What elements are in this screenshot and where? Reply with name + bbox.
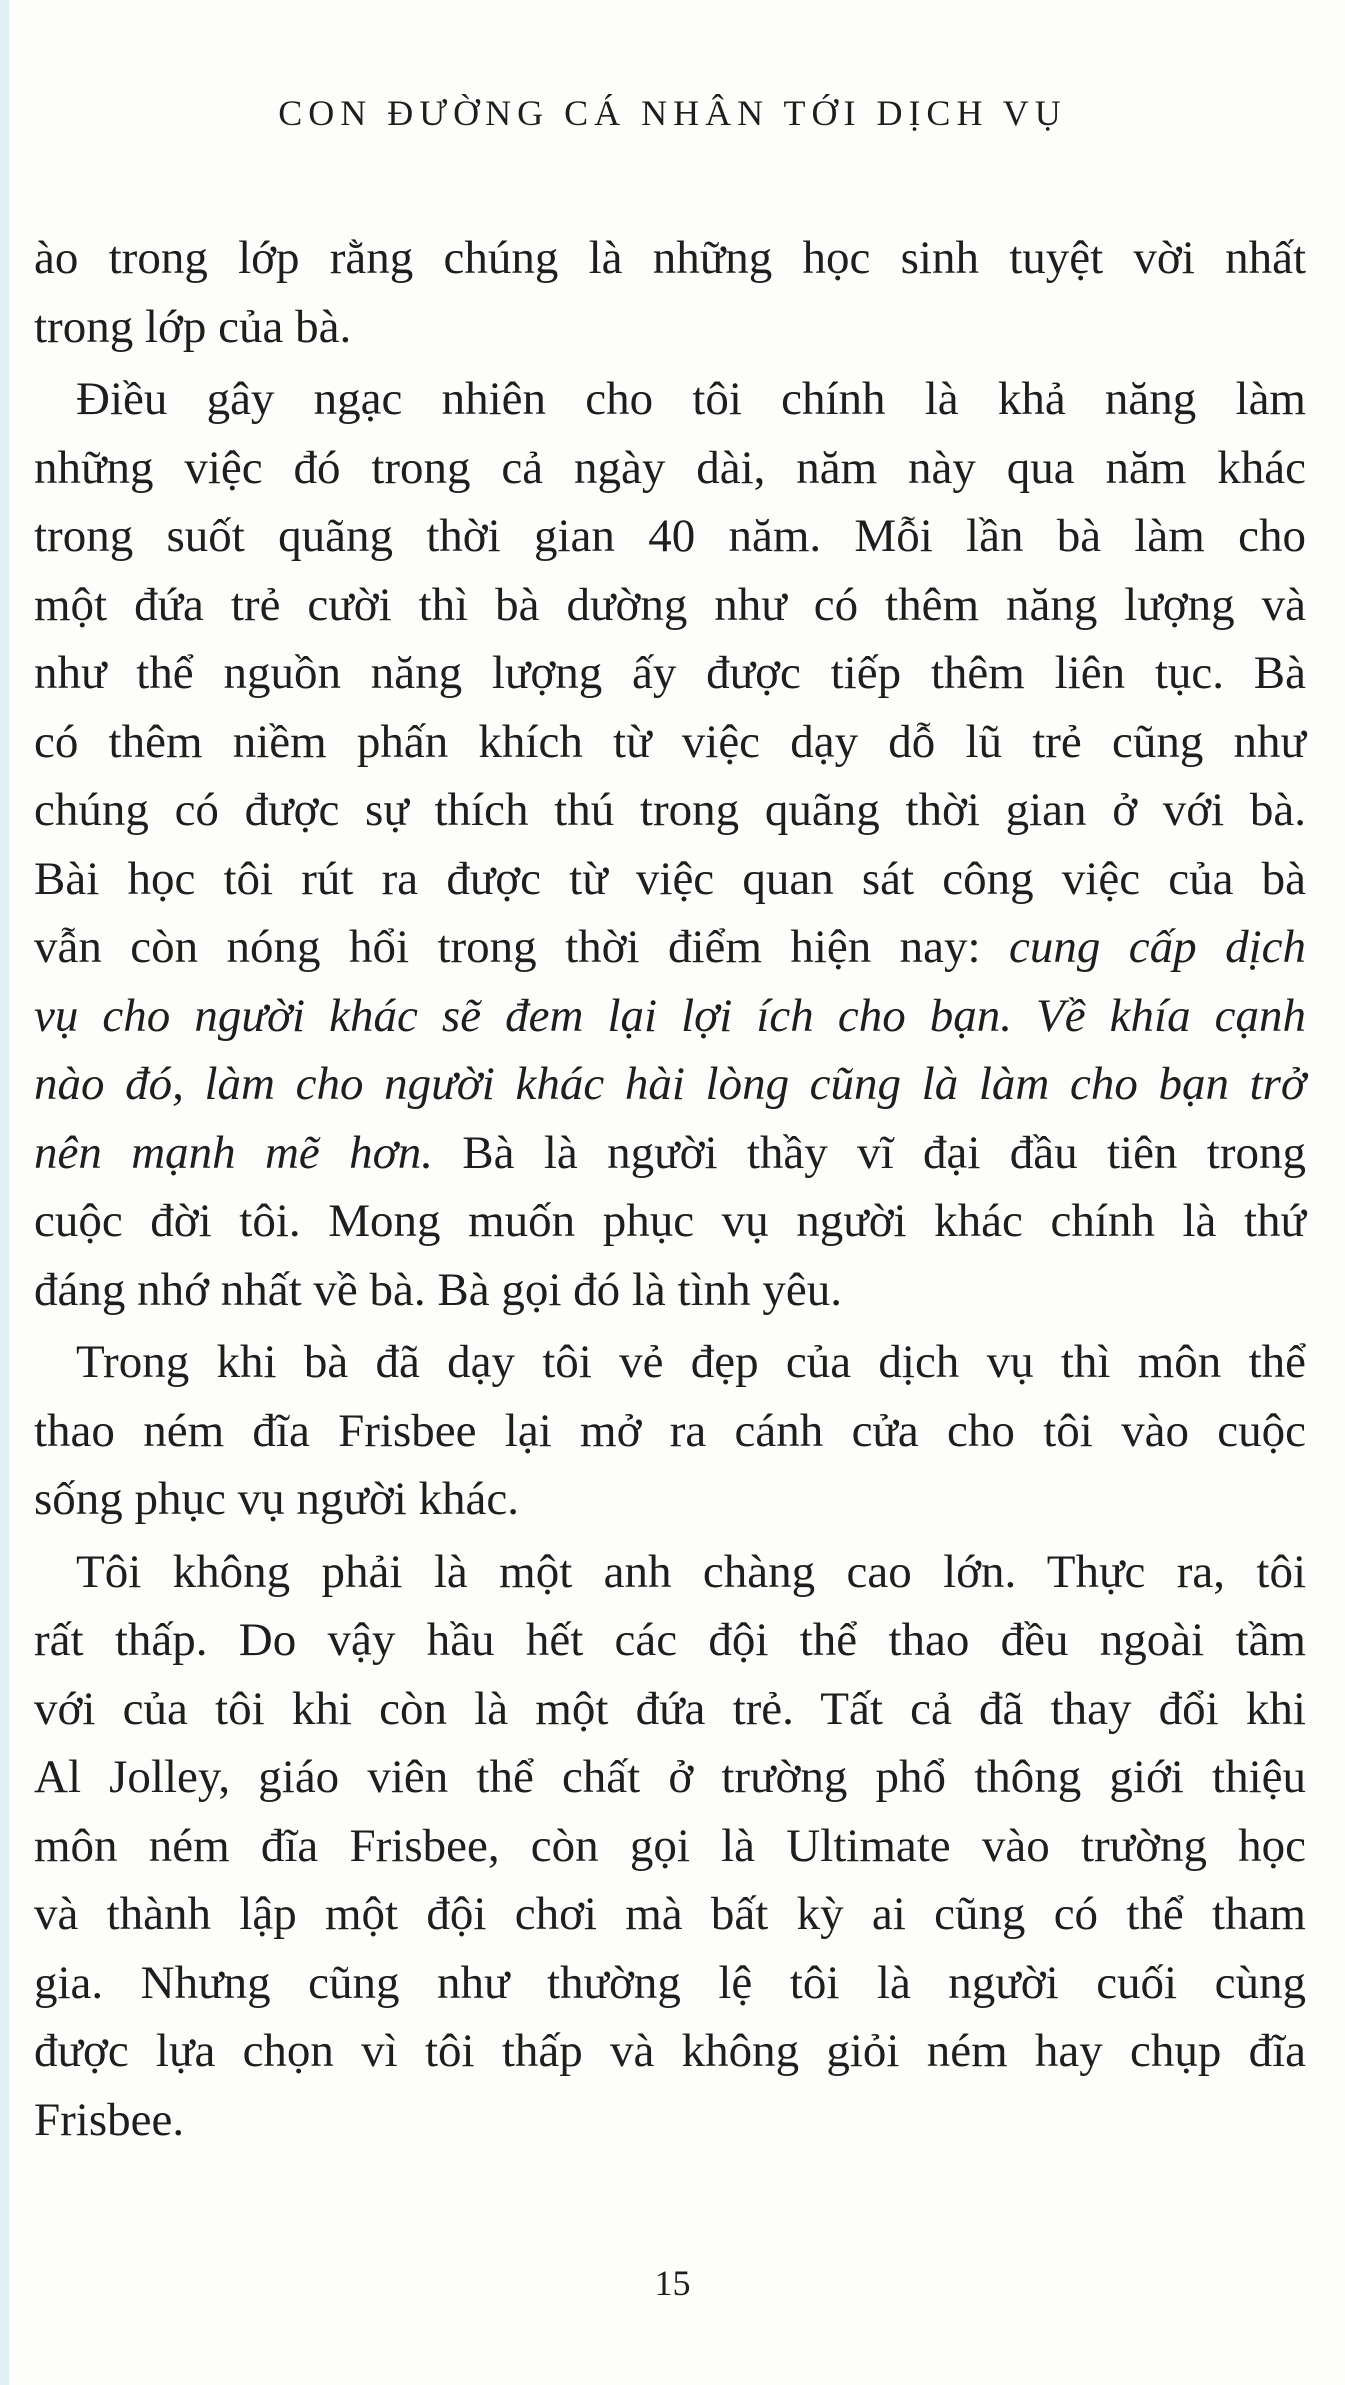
text-run: Tôi không phải là một anh chàng cao lớn. Thực ra, tôi — [76, 1545, 1306, 1598]
text-line — [34, 2021, 1306, 2081]
text-run: một đứa trẻ cười thì bà dường như có thêm năng lượng và — [34, 578, 1306, 631]
text-run: Điều gây ngạc nhiên cho tôi chính là khả năng làm — [76, 373, 1306, 425]
text-run: Bà là người thầy vĩ đại đầu tiên trong — [432, 1126, 1306, 1179]
text-line — [34, 1054, 1306, 1114]
text-run: môn ném đĩa Frisbee, còn gọi là Ultimate vào trường học — [34, 1819, 1306, 1872]
italic-text: vụ cho người khác sẽ đem lại lợi ích cho bạn. Về khía cạnh — [34, 989, 1306, 1042]
text-run: rất thấp. Do vậy hầu hết các đội thể thao đều ngoài tầm — [34, 1614, 1306, 1666]
text-run: cuộc đời tôi. Mong muốn phục vụ người khác chính là thứ — [34, 1195, 1306, 1247]
running-header: CON ĐƯỜNG CÁ NHÂN TỚI DỊCH VỤ — [278, 93, 1067, 133]
text-run: ào trong lớp rằng chúng là những học sinh tuyệt vời nhất — [34, 232, 1306, 284]
text-line — [34, 1401, 1306, 1461]
text-run: đáng nhớ nhất về bà. Bà gọi đó là tình yêu. — [34, 1263, 843, 1316]
text-line — [34, 2090, 1306, 2150]
text-line — [34, 1191, 1306, 1251]
text-run: Al Jolley, giáo viên thể chất ở trường phổ thông giới thiệu — [34, 1751, 1306, 1803]
text-run: Trong khi bà đã dạy tôi vẻ đẹp của dịch vụ thì môn thể — [76, 1336, 1306, 1388]
text-run: với của tôi khi còn là một đứa trẻ. Tất cả đã thay đổi khi — [34, 1682, 1306, 1735]
text-line — [76, 1332, 1306, 1392]
text-line — [34, 1884, 1306, 1944]
text-run: và thành lập một đội chơi mà bất kỳ ai cũng có thể tham — [34, 1888, 1306, 1940]
text-line — [34, 1747, 1306, 1807]
text-line — [34, 849, 1306, 909]
text-run: Frisbee. — [34, 2093, 185, 2146]
text-run: sống phục vụ người khác. — [34, 1473, 520, 1525]
text-run: những việc đó trong cả ngày dài, năm này qua năm khác — [34, 441, 1306, 494]
text-line — [34, 1610, 1306, 1670]
text-line — [34, 643, 1306, 703]
text-line — [34, 1679, 1306, 1739]
text-line — [34, 438, 1306, 498]
page-number: 15 — [654, 2263, 691, 2303]
text-run: gia. Nhưng cũng như thường lệ tôi là người cuối cùng — [34, 1956, 1306, 2009]
text-run: có thêm niềm phấn khích từ việc dạy dỗ lũ trẻ cũng như — [34, 715, 1306, 768]
text-run: như thể nguồn năng lượng ấy được tiếp thêm liên tục. Bà — [34, 647, 1306, 699]
text-run: vẫn còn nóng hổi trong thời điểm hiện nay: — [34, 921, 1010, 973]
text-line — [34, 1816, 1306, 1876]
text-run: trong suốt quãng thời gian 40 năm. Mỗi lần bà làm cho — [34, 510, 1306, 562]
text-line — [34, 917, 1306, 977]
text-run: chúng có được sự thích thú trong quãng thời gian ở với bà. — [34, 784, 1306, 836]
text-run: được lựa chọn vì tôi thấp và không giỏi ném hay chụp đĩa — [34, 2025, 1306, 2077]
text-line — [76, 369, 1306, 429]
text-line — [34, 1953, 1306, 2013]
text-line — [34, 297, 1306, 357]
text-line — [34, 1260, 1306, 1320]
text-run: trong lớp của bà. — [34, 300, 352, 353]
text-run: Bài học tôi rút ra được từ việc quan sát công việc của bà — [34, 852, 1306, 905]
text-line — [34, 780, 1306, 840]
text-line — [34, 1123, 1306, 1183]
text-line — [76, 1542, 1306, 1602]
italic-text: nên mạnh mẽ hơn. — [34, 1126, 433, 1179]
text-line — [34, 228, 1306, 288]
scan-edge — [0, 0, 9, 2385]
text-line — [34, 1469, 1306, 1529]
text-line — [34, 712, 1306, 772]
italic-text: nào đó, làm cho người khác hài lòng cũng là làm cho bạn trở — [34, 1058, 1306, 1110]
italic-text: cung cấp dịch — [1009, 921, 1307, 973]
text-run: thao ném đĩa Frisbee lại mở ra cánh cửa cho tôi vào cuộc — [34, 1404, 1306, 1457]
text-line — [34, 986, 1306, 1046]
text-line — [34, 575, 1306, 635]
text-line — [34, 506, 1306, 566]
